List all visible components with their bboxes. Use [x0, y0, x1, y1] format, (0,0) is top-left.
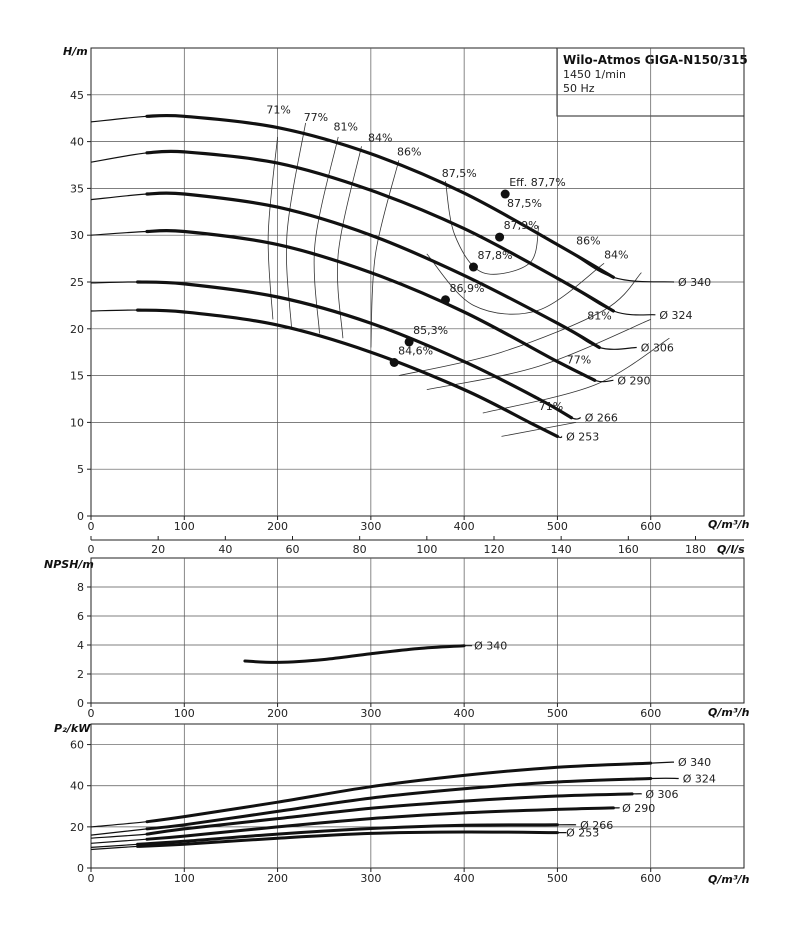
power-ytick-label: 40 — [70, 779, 84, 793]
efficiency-contour-label: 71% — [538, 400, 564, 414]
power-curve — [147, 763, 651, 822]
power-panel — [70, 724, 744, 885]
head-xtick-label: 500 — [546, 520, 568, 533]
efficiency-contour — [502, 422, 577, 436]
head-series-label: Ø 253 — [566, 430, 600, 444]
power-series-label: Ø 340 — [678, 756, 712, 770]
npsh-ytick-label: 2 — [77, 668, 84, 681]
best-efficiency-label: 87,9% — [503, 219, 539, 233]
q-ls-tick-label: 40 — [218, 543, 233, 556]
speed-text: 1450 1/min — [563, 68, 626, 81]
frequency-text: 50 Hz — [563, 82, 595, 95]
head-ytick-label: 10 — [70, 416, 84, 430]
head-curve — [138, 282, 572, 418]
head-ytick-label: 45 — [70, 88, 84, 102]
best-efficiency-label: 85,3% — [413, 323, 449, 337]
head-xtick-label: 300 — [360, 520, 382, 533]
head-xtick-label: 0 — [87, 520, 95, 533]
best-efficiency-point — [495, 233, 504, 242]
efficiency-contour-label: 86% — [396, 145, 422, 159]
npsh-xtick-label: 600 — [640, 707, 662, 720]
npsh-xtick-label: 100 — [173, 707, 195, 720]
power-ytick-label: 0 — [77, 862, 84, 875]
npsh-ytick-label: 6 — [77, 610, 84, 623]
head-series-label: Ø 290 — [617, 374, 651, 388]
efficiency-contour-label: 84% — [604, 248, 629, 262]
head-panel — [70, 48, 744, 556]
head-ytick-label: 30 — [70, 229, 84, 243]
q-m3h-axis-title-power: Q/m³/h — [708, 873, 750, 886]
head-xtick-label: 400 — [453, 520, 475, 533]
head-series-label: Ø 306 — [640, 341, 674, 355]
best-efficiency-point — [469, 263, 478, 272]
q-ls-tick-label: 140 — [550, 543, 572, 556]
power-xtick-label: 300 — [360, 872, 382, 885]
q-ls-tick-label: 160 — [617, 543, 639, 556]
q-ls-tick-label: 80 — [352, 543, 367, 556]
npsh-axis-title: NPSH/m — [44, 558, 94, 571]
head-ytick-label: 0 — [77, 510, 84, 523]
efficiency-contour-label: 86% — [576, 234, 601, 248]
head-ytick-label: 15 — [70, 369, 84, 383]
npsh-xtick-label: 200 — [267, 707, 289, 720]
best-efficiency-point — [390, 358, 399, 367]
q-m3h-axis-title-head: Q/m³/h — [708, 518, 750, 531]
npsh-frame — [91, 558, 744, 703]
head-ytick-label: 25 — [70, 276, 84, 289]
npsh-xtick-label: 300 — [360, 707, 382, 720]
power-xtick-label: 600 — [640, 872, 662, 885]
head-series-label: Ø 324 — [659, 308, 693, 322]
efficiency-contour-label: 77% — [566, 353, 592, 367]
power-ytick-label: 60 — [70, 738, 84, 752]
title-text: Wilo-Atmos GIGA-N150/315 — [563, 53, 748, 67]
npsh-xtick-label: 400 — [453, 707, 475, 720]
head-xtick-label: 200 — [267, 520, 289, 533]
h-axis-title: H/m — [63, 45, 88, 58]
efficiency-contour-label: 71% — [266, 103, 291, 117]
efficiency-contour-label: 81% — [587, 309, 612, 323]
q-ls-tick-label: 120 — [483, 543, 505, 556]
efficiency-contour-label: 84% — [368, 131, 393, 145]
npsh-xtick-label: 500 — [546, 707, 568, 720]
head-series-label: Ø 340 — [678, 276, 712, 289]
power-series-label: Ø 306 — [645, 787, 679, 801]
efficiency-contour-label: 77% — [303, 111, 329, 125]
npsh-xtick-label: 0 — [87, 707, 95, 720]
efficiency-contour-label: 87,5% — [441, 167, 477, 181]
power-xtick-label: 400 — [453, 872, 475, 885]
head-ytick-label: 20 — [70, 322, 84, 336]
head-xtick-label: 100 — [173, 520, 195, 533]
title-box — [557, 48, 748, 116]
q-ls-axis-title: Q/l/s — [717, 543, 745, 556]
power-series-label: Ø 290 — [622, 801, 656, 815]
npsh-ytick-label: 0 — [77, 697, 84, 710]
head-series-label: Ø 266 — [584, 411, 618, 425]
npsh-series-label: Ø 340 — [474, 639, 508, 653]
head-ytick-label: 5 — [77, 463, 84, 477]
efficiency-contour-label: 81% — [333, 120, 358, 134]
q-ls-tick-label: 20 — [151, 543, 166, 556]
power-xtick-label: 100 — [173, 872, 195, 885]
head-xtick-label: 600 — [640, 520, 662, 533]
q-ls-tick-label: 0 — [87, 543, 95, 556]
best-efficiency-label: 84,6% — [398, 344, 434, 358]
npsh-ytick-label: 8 — [77, 581, 84, 594]
best-efficiency-point — [441, 295, 450, 304]
power-xtick-label: 500 — [546, 872, 568, 885]
head-ytick-label: 40 — [70, 135, 84, 149]
best-efficiency-label: Eff. 87,7% — [509, 176, 566, 190]
p2-axis-title: P₂/kW — [54, 722, 91, 735]
q-ls-tick-label: 180 — [684, 543, 706, 556]
q-ls-tick-label: 60 — [285, 543, 300, 556]
q-ls-tick-label: 100 — [416, 543, 438, 556]
npsh-ytick-label: 4 — [77, 639, 84, 652]
best-efficiency-label: 86,9% — [449, 281, 485, 295]
npsh-panel — [77, 558, 744, 720]
head-ytick-label: 35 — [70, 182, 84, 196]
power-xtick-label: 200 — [267, 872, 289, 885]
best-efficiency-label: 87,8% — [477, 249, 513, 263]
power-ytick-label: 20 — [70, 820, 84, 834]
power-series-label: Ø 266 — [580, 818, 614, 832]
q-m3h-axis-title-npsh: Q/m³/h — [708, 706, 750, 719]
efficiency-contour-label: 87,5% — [507, 197, 543, 211]
power-series-label: Ø 324 — [682, 772, 716, 786]
power-series-label: Ø 253 — [566, 826, 600, 840]
power-xtick-label: 0 — [87, 872, 95, 885]
efficiency-contour — [337, 146, 361, 338]
